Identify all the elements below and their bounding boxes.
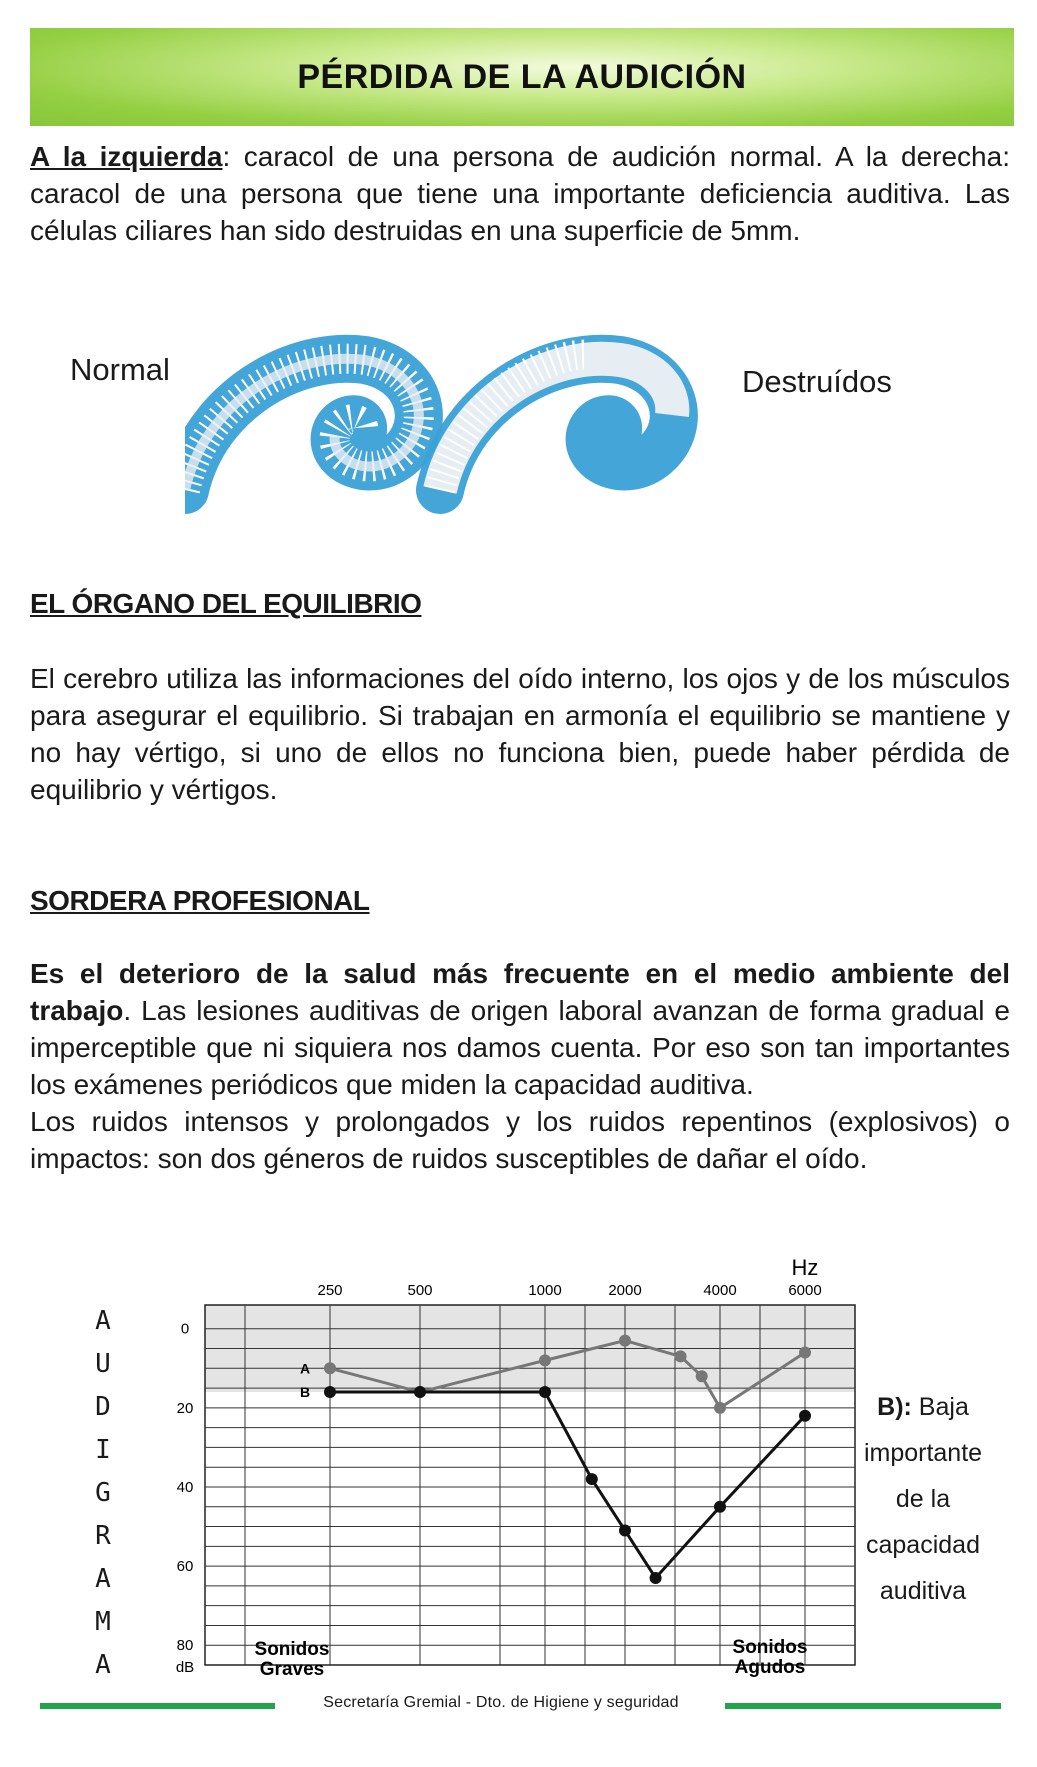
heading-sordera: SORDERA PROFESIONAL <box>30 885 370 916</box>
label-destroyed: Destruídos <box>742 364 892 399</box>
letter: A <box>95 1650 111 1680</box>
series-point-A <box>714 1402 726 1414</box>
y-tick-label: 0 <box>180 1320 190 1338</box>
annotation-high-word: Sonidos <box>732 1637 808 1658</box>
letter: D <box>95 1392 111 1422</box>
series-point-B <box>714 1501 726 1513</box>
label-normal: Normal <box>70 352 170 387</box>
annotation-low-word: Sonidos <box>254 1639 330 1660</box>
series-point-B <box>799 1410 811 1422</box>
y-tick-label: 60 <box>176 1558 194 1576</box>
letter: A <box>95 1306 111 1336</box>
title-banner <box>30 28 1014 126</box>
series-point-B <box>650 1572 662 1584</box>
letter: I <box>95 1435 111 1465</box>
y-tick-label: 20 <box>176 1399 194 1417</box>
intro-text: : caracol de una persona de audición normal. A la derecha: caracol de una persona que tiene una importante deficiencia auditiva. Las células ciliares han sido destruidas en una superficie de 5mm. <box>30 141 1010 246</box>
sordera-lead: Es el deterioro de la salud más frecuente en el medio ambiente del trabajo <box>30 958 1010 1026</box>
series-point-B <box>414 1386 426 1398</box>
series-point-B <box>324 1386 336 1398</box>
heading-equilibrio: EL ÓRGANO DEL EQUILIBRIO <box>30 588 422 619</box>
letter: R <box>95 1521 111 1551</box>
intro-paragraph <box>30 138 1010 249</box>
series-point-B <box>539 1386 551 1398</box>
footer-rule-left <box>40 1703 275 1709</box>
intro-lead: A la izquierda <box>30 141 223 172</box>
side-note-bold: B): <box>877 1393 912 1421</box>
series-point-A <box>324 1362 336 1374</box>
x-tick-label: 250 <box>317 1282 343 1299</box>
annotation-low <box>255 1639 330 1680</box>
series-point-B <box>586 1473 598 1485</box>
letter: M <box>95 1607 111 1637</box>
y-tick-label: 40 <box>176 1478 194 1496</box>
x-tick-label: 1000 <box>528 1282 562 1299</box>
page-title: PÉRDIDA DE LA AUDICIÓN <box>297 57 747 96</box>
series-label-B: B <box>299 1384 311 1401</box>
series-point-A <box>619 1335 631 1347</box>
sordera-text-2: Los ruidos intensos y prolongados y los ruidos repentinos (explosivos) o impactos: son dos géneros de ruidos susceptibles de dañar el oído. <box>30 1106 1010 1174</box>
annotation-high <box>733 1637 808 1678</box>
series-line-B <box>330 1392 805 1578</box>
y-unit-label: dB <box>175 1659 195 1677</box>
side-note-text: Baja importante de la capacidad auditiva <box>863 1393 983 1605</box>
equilibrio-paragraph: El cerebro utiliza las informaciones del oído interno, los ojos y de los músculos para asegurar el equilibrio. Si trabajan en armonía el equilibrio se mantiene y no hay vértigo, si uno de ellos no funciona bien, puede haber pérdida de equilibrio y vértigos. <box>30 663 1010 805</box>
x-tick-label: 6000 <box>788 1282 822 1299</box>
sordera-paragraph <box>30 955 1010 1177</box>
letter: A <box>95 1564 111 1594</box>
sordera-text-1: . Las lesiones auditivas de origen laboral avanzan de forma gradual e imperceptible que ni siquiera nos damos cuenta. Por eso son tan importantes los exámenes periódicos que miden la capacidad auditiva. <box>30 995 1010 1100</box>
footer-text: Secretaría Gremial - Dto. de Higiene y seguridad <box>323 1694 679 1711</box>
x-tick-label: 500 <box>407 1282 433 1299</box>
series-point-B <box>619 1524 631 1536</box>
x-unit-label: Hz <box>791 1255 819 1280</box>
annotation-high-word: Agudos <box>734 1657 806 1678</box>
series-point-A <box>799 1346 811 1358</box>
annotation-low-word: Graves <box>259 1659 325 1680</box>
x-tick-label: 2000 <box>608 1282 642 1299</box>
side-note <box>848 1384 998 1614</box>
y-tick-label: 80 <box>176 1637 194 1655</box>
cochlea-damaged <box>440 355 674 490</box>
series-label-A: A <box>299 1360 311 1377</box>
cochlea-normal <box>185 359 419 490</box>
series-point-A <box>539 1354 551 1366</box>
x-tick-label: 4000 <box>703 1282 737 1299</box>
cochlea-illustration <box>185 330 745 550</box>
letter: U <box>95 1349 111 1379</box>
footer-rule-right <box>725 1703 1001 1709</box>
series-point-A <box>675 1350 687 1362</box>
letter: G <box>95 1478 111 1508</box>
series-point-A <box>696 1370 708 1382</box>
